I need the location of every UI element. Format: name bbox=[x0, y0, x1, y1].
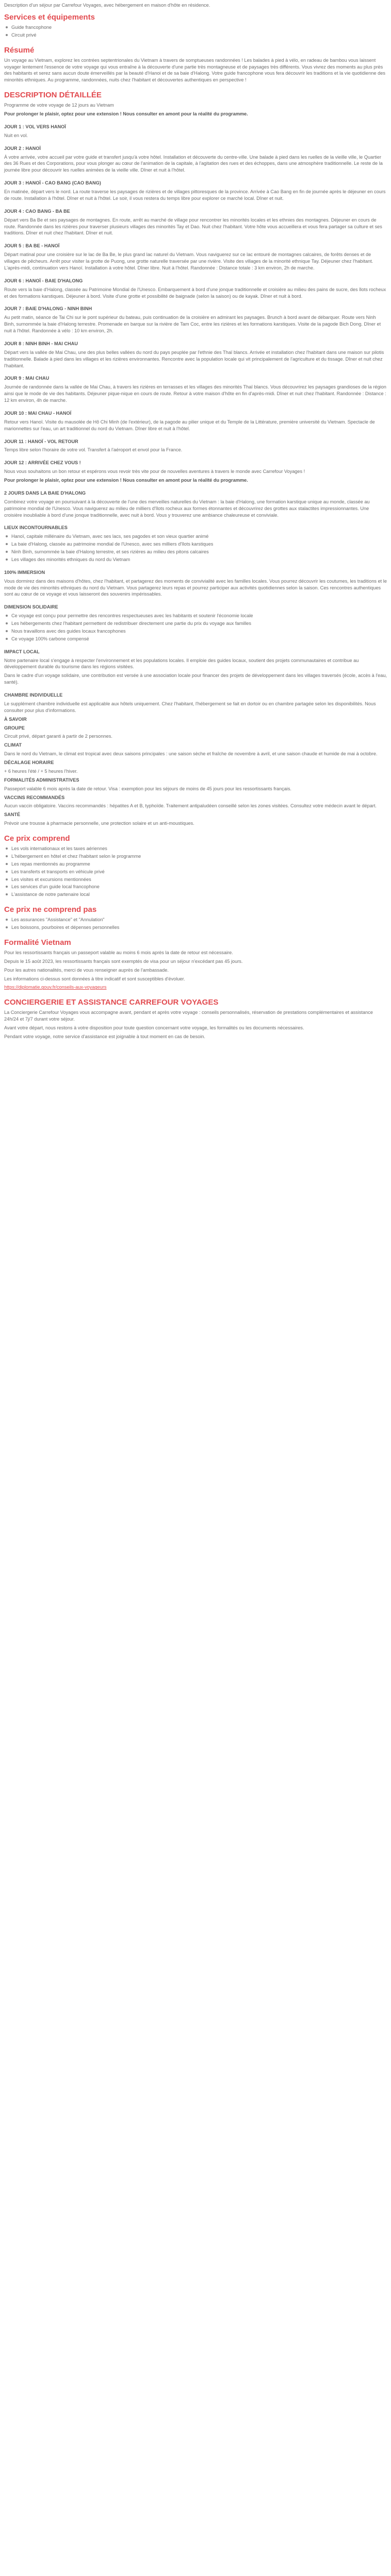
info-key: CLIMAT bbox=[4, 742, 22, 748]
day-text: Retour vers Hanoï. Visite du mausolée de Hô Chi Minh (de l'extérieur), de la pagode au pilier unique et du Temple de la Littérature, première université du Vietnam. Spectacle de marionnettes sur l'eau, un art traditionnel du nord du Vietnam. Dîner libre et nuit à l'hôtel. bbox=[4, 419, 375, 431]
info-value: Aucun vaccin obligatoire. Vaccins recommandés : hépatites A et B, typhoïde. Traitement antipaludéen conseillé selon les zones visitées. Consultez votre médecin avant le départ. bbox=[4, 803, 377, 809]
info-key: VACCINS RECOMMANDÉS bbox=[4, 794, 65, 800]
excluded-title: Ce prix ne comprend pas bbox=[4, 905, 97, 914]
formalites-title: Formalité Vietnam bbox=[4, 938, 71, 947]
list-item: Ce voyage 100% carbone compensé bbox=[4, 636, 387, 642]
programme-note: Pour prolonger le plaisir, optez pour une extension ! Nous consulter en amont pour la réalité du programme. bbox=[4, 111, 248, 116]
list-item: Les visites et excursions mentionnées bbox=[4, 876, 387, 883]
info-value: Circuit privé, départ garanti à partir de 2 personnes. bbox=[4, 734, 112, 739]
list-item: Ninh Binh, surnommée la baie d'Halong terrestre, et ses rizières au milieu des pitons calcaires bbox=[4, 549, 387, 555]
lieux-list bbox=[4, 533, 387, 563]
excluded-list bbox=[4, 917, 387, 931]
hebergement-text: Combinez votre voyage en poursuivant à la découverte de l'une des merveilles naturelles du Vietnam : la baie d'Halong, une formation karstique unique au monde, classée au patrimoine mondial de l'Unesco. Vous naviguerez au milieu de milliers d'îlots rocheux aux formes étonnantes et découvrirez des grottes aux stalactites impressionnantes. Une croisière inoubliable à bord d'une jonque traditionnelle, avec nuit à bord. Vous y trouverez une ambiance chaleureuse et conviviale. bbox=[4, 499, 370, 518]
formalites-p4: Les informations ci-dessus sont données à titre indicatif et sont susceptibles d'évoluer. bbox=[4, 976, 185, 981]
info-value: Prévoir une trousse à pharmacie personnelle, une protection solaire et un anti-moustiques. bbox=[4, 821, 194, 826]
services-list bbox=[4, 24, 387, 39]
practical-info bbox=[4, 716, 387, 827]
day-title: JOUR 6 : HANOÏ - BAIE D'HALONG bbox=[4, 278, 83, 283]
immersion-text: Vous dormirez dans des maisons d'hôtes, chez l'habitant, et partagerez des moments de convivialité avec les familles locales. Vous pourrez découvrir les coutumes, les traditions et le mode de vie des minorités ethniques du nord du Vietnam. Vous partagerez leurs repas et pourrez participer aux activités quotidiennes selon la saison. Ces rencontres authentiques sont au cœur de ce voyage et vous laisseront des souvenirs impérissables. bbox=[4, 578, 387, 597]
list-item: Les vols internationaux et les taxes aériennes bbox=[4, 845, 387, 852]
bonus-text: Dans le cadre d'un voyage solidaire, une contribution est versée à une association locale pour financer des projets de développement dans les villages traversés (école, accès à l'eau, santé). bbox=[4, 673, 387, 685]
list-item: Guide francophone bbox=[4, 24, 387, 31]
day-text: Temps libre selon l'horaire de votre vol. Transfert à l'aéroport et envol pour la France. bbox=[4, 447, 183, 453]
day-title: JOUR 3 : HANOÏ - CAO BANG (CAO BANG) bbox=[4, 180, 101, 186]
list-item: Hanoï, capitale millénaire du Vietnam, avec ses lacs, ses pagodes et son vieux quartier animé bbox=[4, 533, 387, 540]
chambre-title: CHAMBRE INDIVIDUELLE bbox=[4, 692, 63, 698]
day-title: JOUR 7 : BAIE D'HALONG - NINH BINH bbox=[4, 306, 92, 312]
day-title: JOUR 1 : VOL VERS HANOÏ bbox=[4, 124, 66, 129]
list-item: Ce voyage est conçu pour permettre des rencontres respectueuses avec les habitants et soutenir l'économie locale bbox=[4, 613, 387, 619]
day-title: JOUR 10 : MAI CHAU - HANOÏ bbox=[4, 410, 72, 416]
day-text: À votre arrivée, votre accueil par votre guide et transfert jusqu'à votre hôtel. Installation et découverte du centre-ville. Une balade à pied dans les ruelles de la vieille ville, le Quartier des 36 Rues et des Corporations, pour vous plonger au cœur de l'animation de la capitale, à l'agitation des rues et des échoppes, dans une atmosphère traditionnelle. Le reste de la journée libre pour découvrir les ruelles animées de la vieille ville. Dîner et nuit à l'hôtel. bbox=[4, 154, 383, 173]
day-text: Journée de randonnée dans la vallée de Mai Chau, à travers les rizières en terrasses et les villages des minorités Thaï blancs. Vous découvrirez les paysages grandioses de la région ainsi que le mode de vie des habitants. Déjeuner pique-nique en cours de route. Retour à votre maison d'hôte en fin d'après-midi. Dîner et nuit chez l'habitant. Randonnée : Distance : 12 km environ, 4h de marche. bbox=[4, 384, 386, 403]
list-item: Les assurances "Assistance" et "Annulation" bbox=[4, 917, 387, 923]
day-text: Nous vous souhaitons un bon retour et espérons vous revoir très vite pour de nouvelles aventures à travers le monde avec Carrefour Voyages ! bbox=[4, 469, 305, 474]
info-key: FORMALITÉS ADMINISTRATIVES bbox=[4, 777, 79, 783]
dimension-title: DIMENSION SOLIDAIRE bbox=[4, 604, 58, 610]
day-text: Départ vers la vallée de Mai Chau, une des plus belles vallées du nord du pays peuplée par l'ethnie des Thaï blancs. Arrivée et installation chez l'habitant dans une maison sur pilotis traditionnelle. Balade à pied dans les villages et les rizières environnantes. Rencontre avec la population locale qui vit principalement de l'agriculture et du tissage. Dîner et nuit chez l'habitant. bbox=[4, 349, 384, 368]
day-title: JOUR 12 : ARRIVÉE CHEZ VOUS ! bbox=[4, 460, 81, 466]
list-item: Les services d'un guide local francophone bbox=[4, 884, 387, 890]
list-item: Les repas mentionnés au programme bbox=[4, 861, 387, 868]
resume-text: Un voyage au Vietnam, explorez les contrées septentrionales du Vietnam à travers de somptueuses randonnées ! Les balades à pied à vélo, en radeau de bambou vous laissent voyager lentement l'essence de votre voyage qui vous entraîne à la découverte d'une partie très montagneuse et de paysages très différents. Vous vivrez des moments au plus près des habitants et serez sans aucun doute émerveillés par la beauté d'Hanoi et de sa baie d'Halong. Votre guide francophone vous fera découvrir les traditions et la vie quotidienne des minorités ethniques. Au programme, randonnées, nuits chez l'habitant et découvertes authentiques en perspective ! bbox=[4, 57, 385, 83]
programme-note-2: Pour prolonger le plaisir, optez pour une extension ! Nous consulter en amont pour la réalité du programme. bbox=[4, 478, 248, 483]
day-text: En matinée, départ vers le nord. La route traverse les paysages de rizières et de villages pittoresques de la province. Arrivée à Cao Bang en fin de journée après le déjeuner en cours de route. Installation à l'hôtel. Dîner et nuit à l'hôtel. Le soir, il vous restera du temps libre pour explorer ce marché local. Dîner et nuit. bbox=[4, 189, 386, 201]
list-item: Circuit privé bbox=[4, 32, 387, 39]
day-text: Départ matinal pour une croisière sur le lac de Ba Be, le plus grand lac naturel du Vietnam. Vous naviguerez sur ce lac entouré de montagnes calcaires, de forêts denses et de villages de pêcheurs. Arrêt pour visiter la grotte de Puong, une grotte naturelle traversée par une rivière. Visite des villages de la minorité ethnique Tay. Déjeuner chez l'habitant. L'après-midi, continuation vers Hanoï. Installation à votre hôtel. Dîner libre. Nuit à l'hôtel. Randonnée : Distance totale : 3 km environ, 2h de marche. bbox=[4, 252, 373, 270]
list-item: Les transferts et transports en véhicule privé bbox=[4, 869, 387, 875]
impact-text: Notre partenaire local s'engage à respecter l'environnement et les populations locales. Il emploie des guides locaux, soutient des projets communautaires et contribue au développement durable du tourisme dans les régions visitées. bbox=[4, 657, 359, 670]
list-item: La baie d'Halong, classée au patrimoine mondial de l'Unesco, avec ses milliers d'îlots karstiques bbox=[4, 541, 387, 548]
day-title: JOUR 11 : HANOÏ - VOL RETOUR bbox=[4, 438, 78, 444]
info-key: SANTÉ bbox=[4, 812, 21, 818]
list-item: Les villages des minorités ethniques du nord du Vietnam bbox=[4, 556, 387, 563]
list-item: Les hébergements chez l'habitant permettent de redistribuer directement une partie du prix du voyage aux familles bbox=[4, 620, 387, 627]
list-item: Nous travaillons avec des guides locaux francophones bbox=[4, 628, 387, 635]
day-text: Route vers la baie d'Halong, classée au Patrimoine Mondial de l'Unesco. Embarquement à bord d'une jonque traditionnelle et croisière au milieu des pains de sucre, des îlots rocheux et des formations karstiques. Déjeuner à bord. Visite d'une grotte et possibilité de baignade (selon la saison) ou de kayak. Dîner et nuit à bord. bbox=[4, 286, 386, 299]
page-intro: Description d'un séjour par Carrefour Voyages, avec hébergement en maison d'hôte en résidence. bbox=[4, 3, 210, 8]
day-list bbox=[4, 124, 387, 475]
conciergerie-p2: Avant votre départ, nous restons à votre disposition pour toute question concernant votre voyage, les formalités ou les documents nécessaires. bbox=[4, 1025, 304, 1030]
description-title: DESCRIPTION DÉTAILLÉE bbox=[4, 91, 102, 100]
list-item: L'assistance de notre partenaire local bbox=[4, 891, 387, 898]
impact-title: IMPACT LOCAL bbox=[4, 649, 40, 654]
included-title: Ce prix comprend bbox=[4, 834, 70, 843]
immersion-title: 100% IMMERSION bbox=[4, 569, 45, 575]
day-title: JOUR 9 : MAI CHAU bbox=[4, 376, 50, 381]
day-text: Au petit matin, séance de Tai Chi sur le pont supérieur du bateau, puis continuation de la croisière en admirant les paysages. Brunch à bord avant de débarquer. Route vers Ninh Binh, surnommée la baie d'Halong terrestre. Promenade en barque sur la rivière de Tam Coc, entre les rizières et les formations karstiques. Visite de la pagode Bich Dong. Dîner et nuit à l'hôtel. Randonnée à vélo : 10 km environ, 2h. bbox=[4, 315, 381, 333]
list-item: L'hébergement en hôtel et chez l'habitant selon le programme bbox=[4, 853, 387, 860]
diplomatie-link[interactable]: https://diplomatie.gouv.fr/conseils-aux-voyageurs bbox=[4, 985, 107, 990]
day-title: JOUR 2 : HANOÏ bbox=[4, 145, 41, 151]
services-title: Services et équipements bbox=[4, 12, 95, 22]
dimension-list bbox=[4, 613, 387, 642]
hebergement-title: 2 JOURS DANS LA BAIE D'HALONG bbox=[4, 490, 86, 496]
formalites-p2: Depuis le 15 août 2023, les ressortissants français sont exemptés de visa pour un séjour n'excédant pas 45 jours. bbox=[4, 958, 243, 964]
day-text: Départ vers Ba Be et ses paysages de montagnes. En route, arrêt au marché de village pour rencontrer les minorités locales et les ethnies des montagnes. Déjeuner en cours de route. Randonnée dans les rizières pour traverser plusieurs villages des minorités Tay et Dao. Nuit chez l'habitant. Votre hôte vous accueillera et vous fera partager sa culture et ses traditions. Dîner et nuit chez l'habitant. Dîner et nuit. bbox=[4, 217, 382, 236]
info-value: + 6 heures l'été / + 5 heures l'hiver. bbox=[4, 768, 78, 774]
programme-subtitle: Programme de votre voyage de 12 jours au Vietnam bbox=[4, 103, 114, 108]
info-key: GROUPE bbox=[4, 725, 25, 731]
formalites-p1: Pour les ressortissants français un passeport valable au moins 6 mois après la date de retour est nécessaire. bbox=[4, 950, 233, 955]
info-value: Passeport valable 6 mois après la date de retour. Visa : exemption pour les séjours de moins de 45 jours pour les ressortissants français. bbox=[4, 786, 291, 791]
info-key: À SAVOIR bbox=[4, 716, 27, 722]
lieux-title: LIEUX INCONTOURNABLES bbox=[4, 525, 68, 531]
chambre-text: Le supplément chambre individuelle est applicable aux hôtels uniquement. Chez l'habitant, l'hébergement se fait en dortoir ou en chambre partagée selon les disponibilités. Nous consulter pour plus d'informations. bbox=[4, 701, 376, 713]
day-title: JOUR 5 : BA BE - HANOÏ bbox=[4, 243, 60, 249]
conciergerie-title: CONCIERGERIE ET ASSISTANCE CARREFOUR VOYAGES bbox=[4, 998, 219, 1007]
conciergerie-p1: La Conciergerie Carrefour Voyages vous accompagne avant, pendant et après votre voyage : conseils personnalisés, réservation de prestations complémentaires et assistance 24h/24 et 7j/7 durant votre séjour. bbox=[4, 1010, 373, 1022]
resume-title: Résumé bbox=[4, 45, 35, 55]
day-text: Nuit en vol. bbox=[4, 132, 28, 138]
conciergerie-p3: Pendant votre voyage, notre service d'assistance est joignable à tout moment en cas de besoin. bbox=[4, 1033, 205, 1039]
day-title: JOUR 4 : CAO BANG - BA BE bbox=[4, 208, 70, 214]
day-title: JOUR 8 : NINH BINH - MAI CHAU bbox=[4, 341, 78, 346]
included-list bbox=[4, 845, 387, 898]
info-key: DÉCALAGE HORAIRE bbox=[4, 760, 54, 765]
formalites-p3: Pour les autres nationalités, merci de vous renseigner auprès de l'ambassade. bbox=[4, 967, 169, 973]
info-value: Dans le nord du Vietnam, le climat est tropical avec deux saisons principales : une saison sèche et fraîche de novembre à avril, et une saison chaude et humide de mai à octobre. bbox=[4, 751, 378, 757]
list-item: Les boissons, pourboires et dépenses personnelles bbox=[4, 924, 387, 931]
